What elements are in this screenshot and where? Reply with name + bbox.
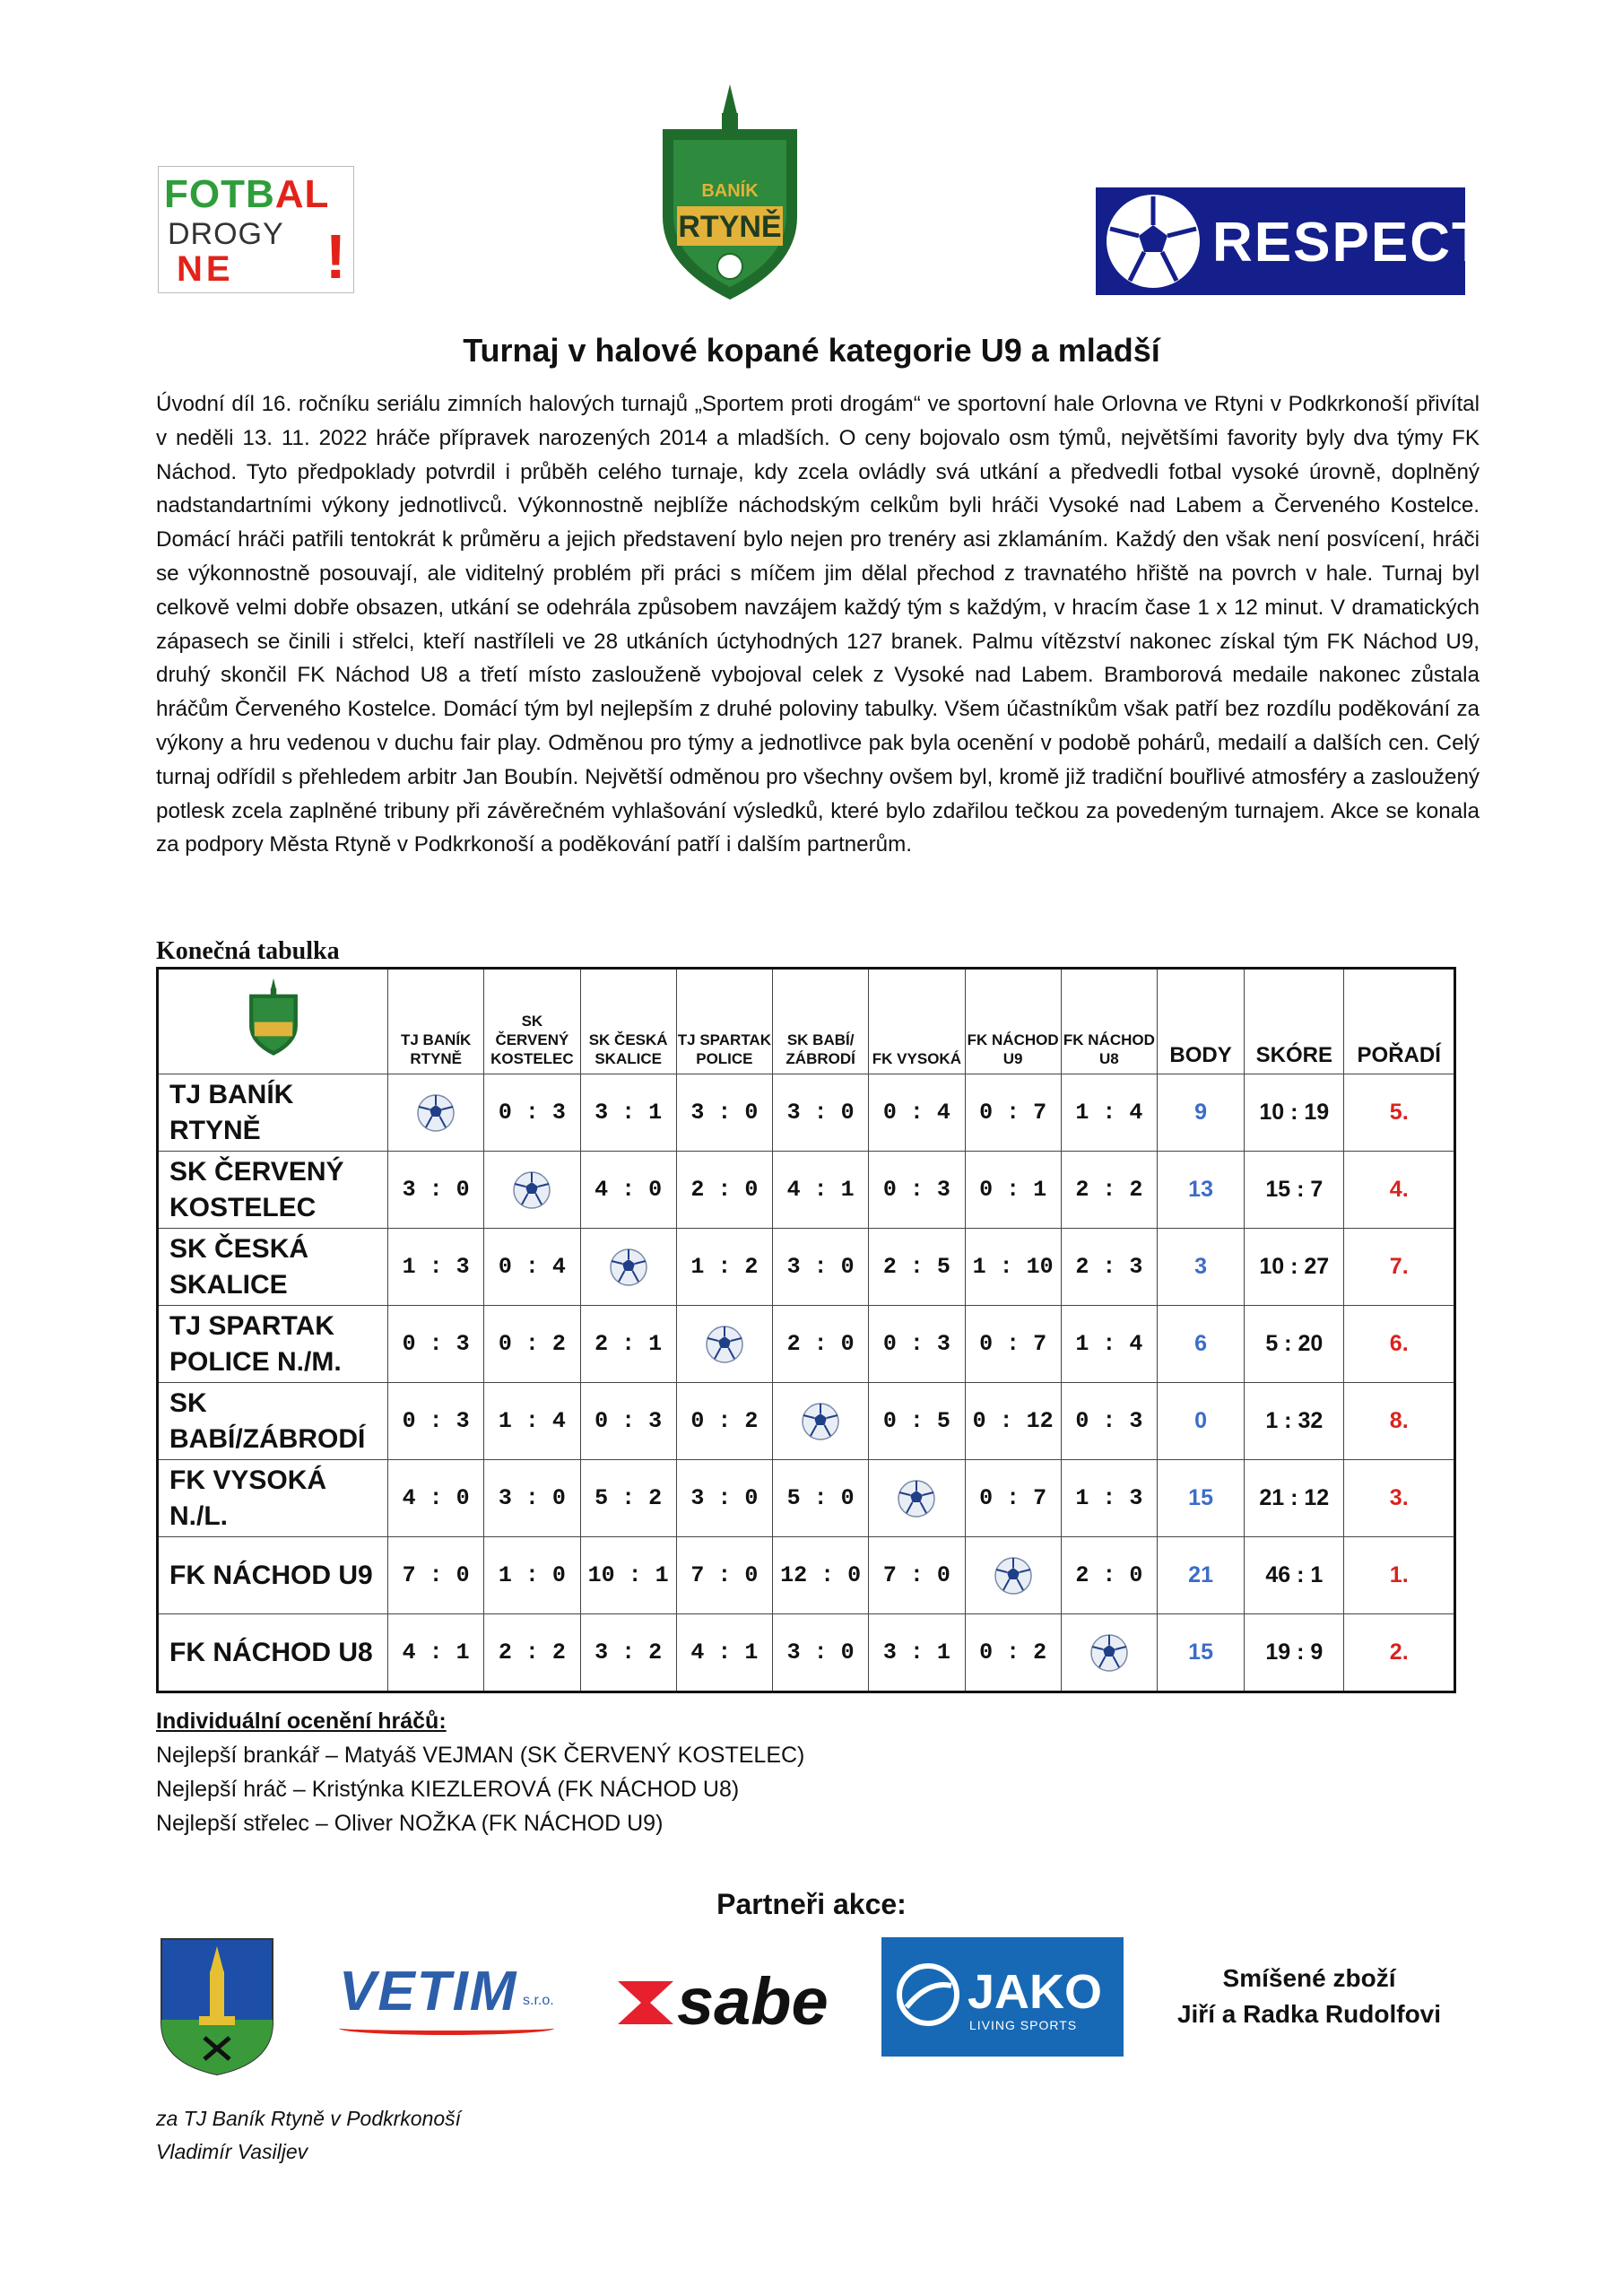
match-result: 0 : 12	[965, 1383, 1061, 1460]
score-cell: 19 : 9	[1245, 1614, 1344, 1692]
match-result: 2 : 0	[773, 1306, 869, 1383]
match-result: 3 : 0	[773, 1229, 869, 1306]
column-header: SK ČERVENÝ KOSTELEC	[484, 969, 580, 1074]
respect-logo	[1096, 187, 1488, 295]
score-cell: 10 : 27	[1245, 1229, 1344, 1306]
match-result: 0 : 4	[869, 1074, 965, 1152]
score-cell: 15 : 7	[1245, 1152, 1344, 1229]
team-name: SK BABÍ/ZÁBRODÍ	[158, 1383, 388, 1460]
team-name: TJ BANÍK RTYNĚ	[158, 1074, 388, 1152]
column-header: TJ SPARTAK POLICE	[676, 969, 772, 1074]
column-header: SK ČESKÁ SKALICE	[580, 969, 676, 1074]
rank-cell: 6.	[1344, 1306, 1455, 1383]
match-result: 3 : 0	[676, 1074, 772, 1152]
match-result: 0 : 3	[869, 1152, 965, 1229]
match-result: 0 : 3	[580, 1383, 676, 1460]
match-result: 0 : 3	[388, 1306, 484, 1383]
match-result: 0 : 3	[869, 1306, 965, 1383]
match-result: 1 : 4	[484, 1383, 580, 1460]
sabe-logo	[614, 1964, 829, 2040]
match-result: 0 : 7	[965, 1074, 1061, 1152]
match-result: 4 : 1	[388, 1614, 484, 1692]
match-result: 3 : 0	[773, 1614, 869, 1692]
match-result: 3 : 1	[869, 1614, 965, 1692]
vetim-logo	[339, 1955, 563, 2036]
table-row	[158, 1152, 1455, 1229]
soccer-ball-icon	[1107, 195, 1200, 288]
match-result: 1 : 4	[1061, 1306, 1157, 1383]
standings-table	[156, 967, 1456, 1693]
table-row	[158, 1229, 1455, 1306]
points-cell: 13	[1158, 1152, 1245, 1229]
table-caption: Konečná tabulka	[156, 937, 340, 965]
corner-crest	[158, 969, 388, 1074]
column-header-rank: POŘADÍ	[1344, 969, 1455, 1074]
soccer-ball-icon	[1089, 1633, 1129, 1673]
match-result: 1 : 3	[1061, 1460, 1157, 1537]
award-line: Nejlepší brankář – Matyáš VEJMAN (SK ČERVENÝ KOSTELEC)	[156, 1743, 805, 1768]
soccer-ball-icon	[705, 1325, 744, 1364]
score-cell: 5 : 20	[1245, 1306, 1344, 1383]
vetim-suffix: s.r.o.	[523, 1993, 554, 2008]
soccer-ball-icon	[416, 1093, 456, 1133]
points-cell: 9	[1158, 1074, 1245, 1152]
diagonal-ball-cell	[1061, 1614, 1157, 1692]
match-result: 1 : 0	[484, 1537, 580, 1614]
match-result: 2 : 5	[869, 1229, 965, 1306]
match-result: 1 : 2	[676, 1229, 772, 1306]
document-title: Turnaj v halové kopané kategorie U9 a mladší	[463, 332, 1160, 369]
signature	[156, 2102, 461, 2169]
column-header: TJ BANÍK RTYNĚ	[388, 969, 484, 1074]
logo-text: FOTB	[164, 172, 275, 216]
coat-of-arms-icon	[160, 1937, 274, 2076]
match-result: 0 : 7	[965, 1460, 1061, 1537]
score-cell: 10 : 19	[1245, 1074, 1344, 1152]
table-row	[158, 1537, 1455, 1614]
jako-subtext: LIVING SPORTS	[969, 2018, 1078, 2032]
points-cell: 21	[1158, 1537, 1245, 1614]
rank-cell: 2.	[1344, 1614, 1455, 1692]
column-header: SK BABÍ/ ZÁBRODÍ	[773, 969, 869, 1074]
match-result: 3 : 0	[676, 1460, 772, 1537]
match-result: 1 : 4	[1061, 1074, 1157, 1152]
column-header: FK NÁCHOD U9	[965, 969, 1061, 1074]
awards-heading: Individuální ocenění hráčů:	[156, 1709, 447, 1734]
rank-cell: 4.	[1344, 1152, 1455, 1229]
match-result: 2 : 2	[484, 1614, 580, 1692]
match-result: 3 : 0	[484, 1460, 580, 1537]
diagonal-ball-cell	[773, 1383, 869, 1460]
table-row	[158, 1074, 1455, 1152]
match-result: 4 : 0	[580, 1152, 676, 1229]
soccer-ball-icon	[994, 1556, 1033, 1596]
match-result: 0 : 7	[965, 1306, 1061, 1383]
rank-cell: 8.	[1344, 1383, 1455, 1460]
points-cell: 6	[1158, 1306, 1245, 1383]
match-result: 7 : 0	[869, 1537, 965, 1614]
diagonal-ball-cell	[388, 1074, 484, 1152]
match-result: 0 : 5	[869, 1383, 965, 1460]
shop-partner	[1139, 1961, 1480, 2032]
crest-top-text: BANÍK	[701, 181, 759, 201]
team-name: SK ČERVENÝ KOSTELEC	[158, 1152, 388, 1229]
signature-line: Vladimír Vasiljev	[156, 2140, 308, 2163]
logo-text: DROGY	[168, 217, 284, 251]
match-result: 0 : 3	[484, 1074, 580, 1152]
match-result: 5 : 0	[773, 1460, 869, 1537]
team-name: TJ SPARTAK POLICE N./M.	[158, 1306, 388, 1383]
match-result: 3 : 1	[580, 1074, 676, 1152]
signature-line: za TJ Baník Rtyně v Podkrkonoší	[156, 2107, 462, 2130]
table-row	[158, 1383, 1455, 1460]
sabe-mark-icon	[614, 1976, 677, 2030]
soccer-ball-icon	[801, 1402, 840, 1441]
table-row	[158, 1306, 1455, 1383]
soccer-ball-icon	[609, 1248, 648, 1287]
match-result: 0 : 3	[1061, 1383, 1157, 1460]
soccer-ball-icon	[897, 1479, 936, 1518]
partners-heading: Partneři akce:	[716, 1888, 907, 1920]
match-result: 4 : 1	[676, 1614, 772, 1692]
banik-rtyne-crest	[650, 83, 810, 302]
column-header-score: SKÓRE	[1245, 969, 1344, 1074]
match-result: 0 : 3	[388, 1383, 484, 1460]
match-result: 2 : 0	[676, 1152, 772, 1229]
individual-awards	[156, 1704, 804, 1840]
intro-paragraph: Úvodní díl 16. ročníku seriálu zimních halových turnajů „Sportem proti drogám“ ve sportovní hale Orlovna ve Rtyni v Podkrkonoší přivítal v neděli 13. 11. 2022 hráče přípravek narozených 2014 a mladších. O ceny bojovalo osm týmů, největšími favority byly dva týmy FK Náchod. Tyto předpoklady potvrdil i průběh celého turnaje, kdy zcela ovládly svá utkání a předvedli fotbal vysoké úrovně, doplněný nadstandartními výkony jednotlivců. Výkonnostně nejblíže náchodským celkům byli hráči Vysoké nad Labem a Červeného Kostelce. Domácí hráči patřili tentokrát k průměru a jejich představení bylo nejen pro trenéry asi zklamáním. Každý den však není posvícení, hráči se výkonnostně posouvají, ale viditelný problém při práci s míčem jim dělal přechod z travnatého hřiště na povrch v hale. Turnaj byl celkově velmi dobře obsazen, utkání se odehrála způsobem navzájem každý tým s každým, v hracím čase 1 x 12 minut. V dramatických zápasech se činili i střelci, kteří nastříleli ve 28 utkáních úctyhodných 127 branek. Palmu vítězství nakonec získal tým FK Náchod U9, druhý skončil FK Náchod U8 a třetí místo zaslouženě vybojoval celek z Vysoké nad Labem. Bramborová medaile nakonec zůstala hráčům Červeného Kostelce. Domácí tým byl nejlepším z druhé poloviny tabulky. Všem účastníkům však patří bez rozdílu poděkování za výkony a hru vedenou v duchu fair play. Odměnou pro týmy a jednotlivce pak byla ocenění v podobě pohárů, medailí a dalších cen. Celý turnaj odřídil s přehledem arbitr Jan Boubín. Největší odměnou pro všechny ovšem byl, kromě již tradiční bouřlivé atmosféry a zasloužený potlesk zcela zaplněné tribuny při závěrečném vyhlašování výsledků, které bylo zdařilou tečkou za povedeným turnajem. Akce se konala za podpory Města Rtyně v Podkrkonoší a poděkování patří i dalším partnerům.	[156, 392, 1480, 857]
rtyne-coat-of-arms	[160, 1937, 274, 2076]
logo-text: AL	[274, 172, 330, 216]
rank-cell: 3.	[1344, 1460, 1455, 1537]
team-name: SK ČESKÁ SKALICE	[158, 1229, 388, 1306]
jako-ball-icon	[896, 1962, 960, 2027]
crest-shape	[650, 83, 810, 302]
logo-text: !	[325, 222, 346, 291]
diagonal-ball-cell	[965, 1537, 1061, 1614]
match-result: 1 : 3	[388, 1229, 484, 1306]
points-cell: 0	[1158, 1383, 1245, 1460]
points-cell: 15	[1158, 1460, 1245, 1537]
vetim-text: VETIM	[339, 1961, 518, 2022]
logo-text: NE	[177, 249, 234, 289]
jako-logo	[881, 1937, 1124, 2057]
match-result: 0 : 2	[676, 1383, 772, 1460]
match-result: 5 : 2	[580, 1460, 676, 1537]
crest-icon	[242, 978, 305, 1057]
match-result: 7 : 0	[388, 1537, 484, 1614]
fotbal-drogy-ne-logo	[158, 166, 354, 293]
points-cell: 15	[1158, 1614, 1245, 1692]
match-result: 3 : 0	[773, 1074, 869, 1152]
award-line: Nejlepší střelec – Oliver NOŽKA (FK NÁCHOD U9)	[156, 1811, 664, 1836]
shop-line: Smíšené zboží	[1222, 1964, 1396, 1992]
diagonal-ball-cell	[869, 1460, 965, 1537]
match-result: 2 : 1	[580, 1306, 676, 1383]
score-cell: 21 : 12	[1245, 1460, 1344, 1537]
match-result: 3 : 2	[580, 1614, 676, 1692]
match-result: 0 : 1	[965, 1152, 1061, 1229]
match-result: 10 : 1	[580, 1537, 676, 1614]
match-result: 4 : 0	[388, 1460, 484, 1537]
rank-cell: 1.	[1344, 1537, 1455, 1614]
column-header: FK NÁCHOD U8	[1061, 969, 1157, 1074]
match-result: 4 : 1	[773, 1152, 869, 1229]
standings-body	[158, 1074, 1455, 1692]
points-cell: 3	[1158, 1229, 1245, 1306]
team-name: FK VYSOKÁ N./L.	[158, 1460, 388, 1537]
column-header-points: BODY	[1158, 969, 1245, 1074]
match-result: 2 : 2	[1061, 1152, 1157, 1229]
team-name: FK NÁCHOD U9	[158, 1537, 388, 1614]
match-result: 2 : 0	[1061, 1537, 1157, 1614]
jako-text: JAKO	[968, 1965, 1103, 2019]
diagonal-ball-cell	[676, 1306, 772, 1383]
crest-name-text: RTYNĚ	[678, 210, 782, 244]
match-result: 12 : 0	[773, 1537, 869, 1614]
table-row	[158, 1614, 1455, 1692]
match-result: 7 : 0	[676, 1537, 772, 1614]
vetim-swoosh	[339, 2022, 554, 2035]
award-line: Nejlepší hráč – Kristýnka KIEZLEROVÁ (FK NÁCHOD U8)	[156, 1777, 740, 1802]
team-name: FK NÁCHOD U8	[158, 1614, 388, 1692]
diagonal-ball-cell	[580, 1229, 676, 1306]
column-header: FK VYSOKÁ	[869, 969, 965, 1074]
respect-text: RESPECT	[1212, 212, 1488, 274]
match-result: 3 : 0	[388, 1152, 484, 1229]
score-cell: 46 : 1	[1245, 1537, 1344, 1614]
table-header-row	[158, 969, 1455, 1074]
match-result: 0 : 2	[965, 1614, 1061, 1692]
table-row	[158, 1460, 1455, 1537]
shop-line: Jiří a Radka Rudolfovi	[1176, 2000, 1442, 2028]
diagonal-ball-cell	[484, 1152, 580, 1229]
score-cell: 1 : 32	[1245, 1383, 1344, 1460]
soccer-ball-icon	[512, 1170, 551, 1210]
match-result: 0 : 4	[484, 1229, 580, 1306]
match-result: 0 : 2	[484, 1306, 580, 1383]
match-result: 1 : 10	[965, 1229, 1061, 1306]
match-result: 2 : 3	[1061, 1229, 1157, 1306]
sabe-text: sabe	[677, 1964, 829, 2039]
rank-cell: 5.	[1344, 1074, 1455, 1152]
rank-cell: 7.	[1344, 1229, 1455, 1306]
